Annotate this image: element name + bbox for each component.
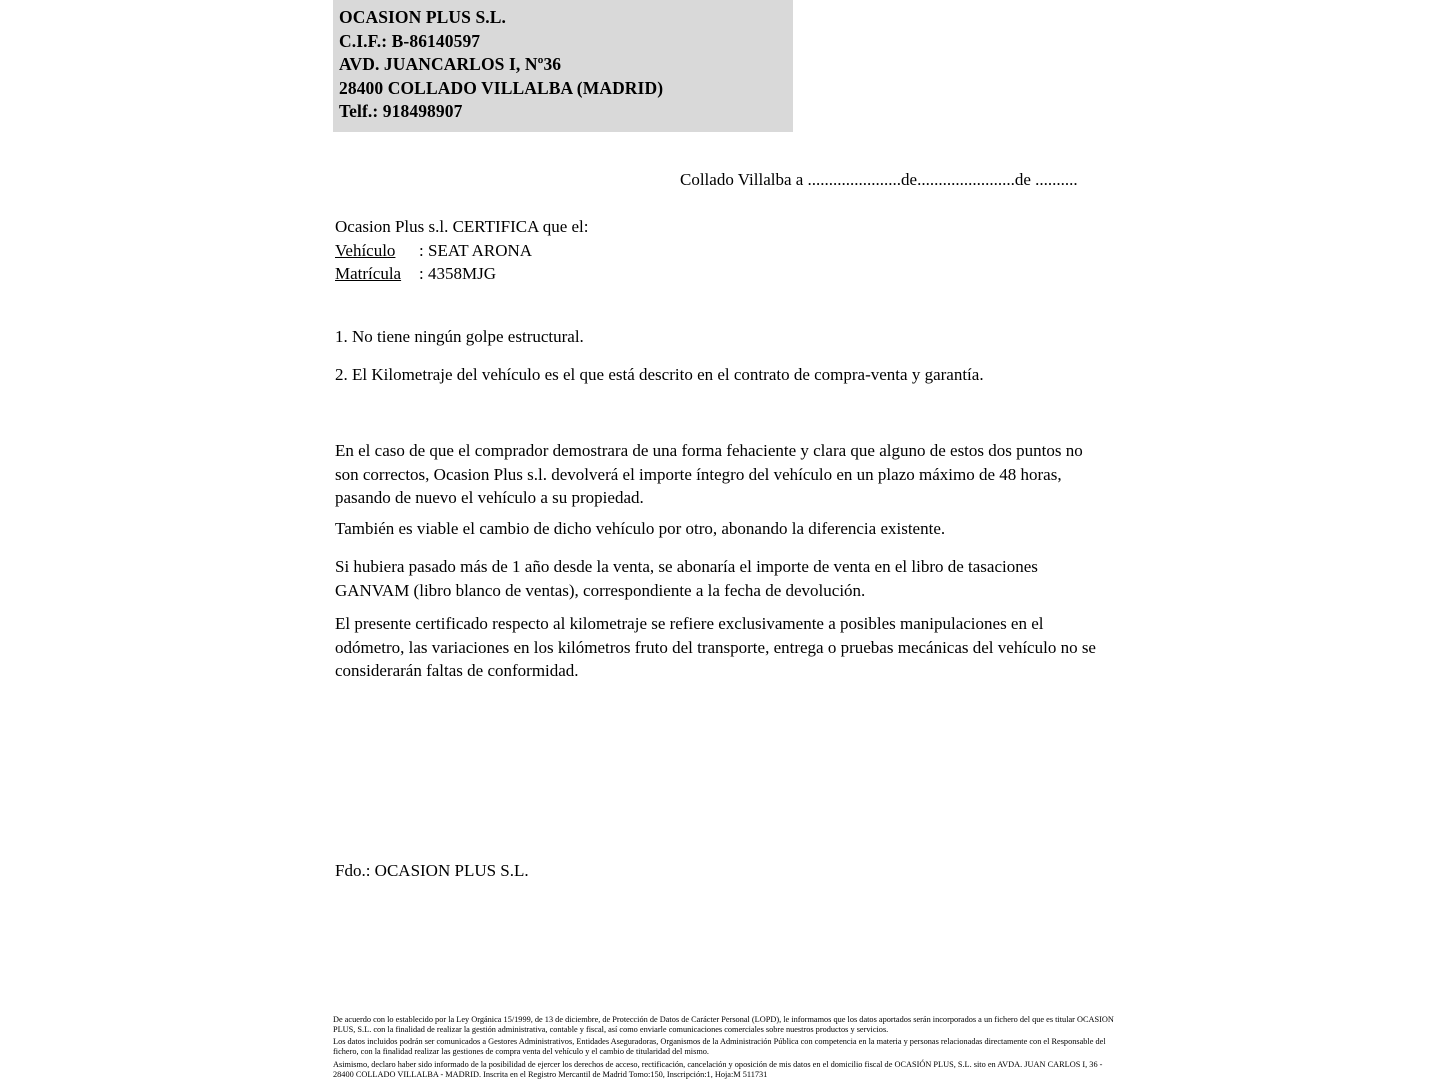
legal-paragraph-2: Los datos incluidos podrán ser comunicados a Gestores Administrativos, Entidades Aseguradoras, Organismos de la Administración Pública con competencia en la materia y personas relacionadas directamente con el Responsable del fichero, con la finalidad realizar las gestiones de compra venta del vehículo y el cambio de titularidad del mismo. bbox=[333, 1037, 1106, 1057]
paragraph-odometer-scope: El presente certificado respecto al kilometraje se refiere exclusivamente a posibles manipulaciones en el odómetro, las variaciones en los kilómetros fruto del transporte, entrega o pruebas mecánicas del vehículo no se considerarán faltas de conformidad. bbox=[335, 614, 1096, 680]
clause-item-1: 1. No tiene ningún golpe estructural. bbox=[335, 327, 584, 346]
company-phone: Telf.: 918498907 bbox=[339, 101, 463, 121]
signature-line: Fdo.: OCASION PLUS S.L. bbox=[335, 861, 529, 880]
legal-paragraph-1: De acuerdo con lo establecido por la Ley Orgánica 15/1999, de 13 de diciembre, de Protección de Datos de Carácter Personal (LOPD), le informamos que los datos aportados serán incorporados a un fichero del que es titular OCASION PLUS, S.L. con la finalidad de realizar la gestión administrativa, contable y fiscal, así como enviarle comunicaciones comerciales sobre nuestros productos y servicios. bbox=[333, 1015, 1114, 1034]
field-vehiculo bbox=[335, 239, 589, 263]
date-line: Collado Villalba a ......................de.......................de .......... bbox=[680, 170, 1078, 189]
legal-paragraph-3: Asimismo, declaro haber sido informado de la posibilidad de ejercer los derechos de acceso, rectificación, cancelación y oposición de mis datos en el domicilio fiscal de OCASIÓN PLUS, S.L. sito en AVDA. JUAN CARLOS I, 36 - 28400 COLLADO VILLALBA - MADRID. Inscrita en el Registro Mercantil de Madrid Tomo:150, Inscripción:1, Hoja:M 511731 bbox=[333, 1059, 1103, 1079]
company-cif: C.I.F.: B-86140597 bbox=[339, 30, 481, 51]
field-vehiculo-separator: : bbox=[419, 240, 424, 260]
field-matricula-separator: : bbox=[419, 264, 424, 283]
field-matricula bbox=[335, 262, 589, 286]
paragraph-ganvam-valuation: Si hubiera pasado más de 1 año desde la venta, se abonaría el importe de venta en el libro de tasaciones GANVAM (libro blanco de ventas), correspondiente a la fecha de devolución. bbox=[335, 557, 1038, 600]
company-header-block bbox=[333, 0, 793, 132]
paragraph-refund-conditions: En el caso de que el comprador demostrara de una forma fehaciente y clara que alguno de estos dos puntos no son correctos, Ocasion Plus s.l. devolverá el importe íntegro del vehículo en un plazo máximo de 48 horas, pasando de nuevo el vehículo a su propiedad. bbox=[335, 441, 1083, 507]
certification-block bbox=[335, 215, 589, 286]
clause-item-2: 2. El Kilometraje del vehículo es el que está descrito en el contrato de compra-venta y garantía. bbox=[335, 365, 984, 384]
field-vehiculo-label: Vehículo bbox=[335, 240, 396, 260]
field-vehiculo-value: SEAT ARONA bbox=[427, 240, 533, 260]
field-matricula-value: 4358MJG bbox=[427, 264, 496, 283]
company-name: OCASION PLUS S.L. bbox=[339, 7, 507, 27]
field-matricula-label: Matrícula bbox=[335, 264, 402, 283]
paragraph-vehicle-exchange: También es viable el cambio de dicho vehículo por otro, abonando la diferencia existente. bbox=[335, 519, 946, 538]
company-city: 28400 COLLADO VILLALBA (MADRID) bbox=[339, 77, 664, 98]
company-address: AVD. JUANCARLOS I, Nº36 bbox=[339, 54, 562, 74]
certifies-intro: Ocasion Plus s.l. CERTIFICA que el: bbox=[335, 217, 589, 236]
legal-footnote bbox=[333, 1015, 1123, 1082]
